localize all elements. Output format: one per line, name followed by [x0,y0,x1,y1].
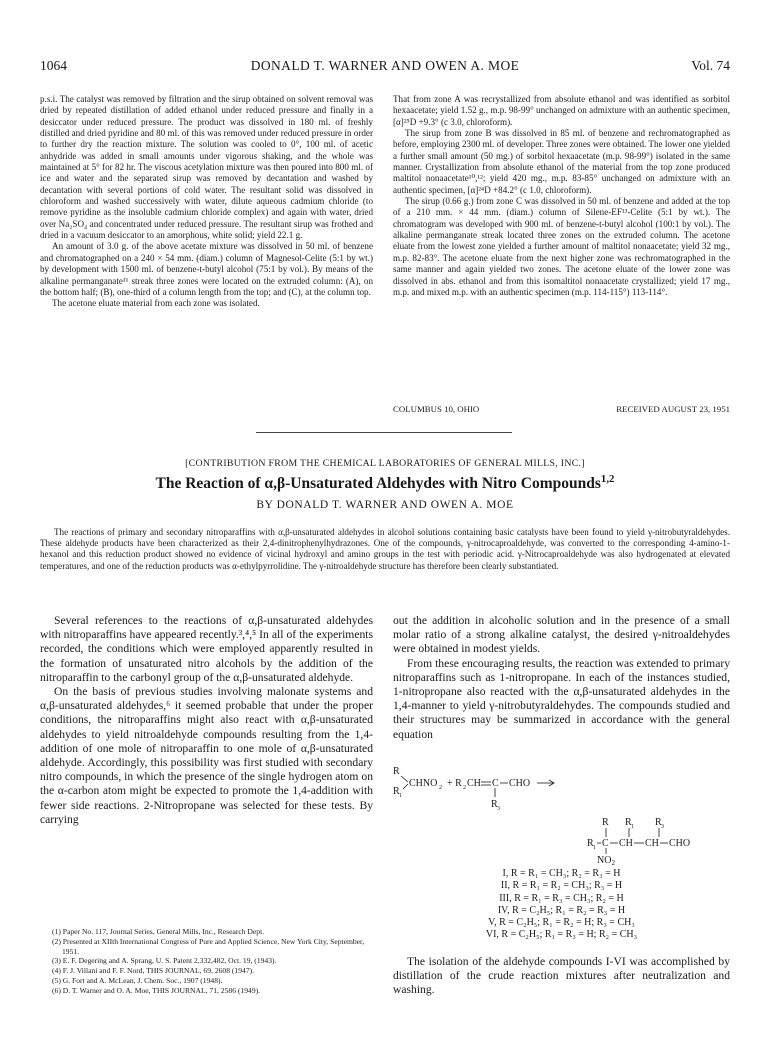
compound-row: IV, R = C₂H₅; R₁ = R₂ = R₃ = H [497,904,626,916]
compound-row: I, R = R₁ = CH₃; R₂ = R₃ = H [502,868,621,879]
paragraph: p.s.i. The catalyst was removed by filtration and the sirup obtained on solvent removal was dried by repeated distillation of added ethanol under reduced pressure and finally in a desiccator under reduced pressure. The product was dissolved in 180 ml. of freshly distilled and dried pyridine and 80 ml. of this was removed under reduced pressure in order to further dry the reaction mixture. The solution was cooled to 0°, 100 ml. of acetic anhydride was added in small amounts under vigorous shaking, and the whole was maintained at 5° for 82 hr. The viscous acetylation mixture was then poured into 800 ml. of ice and water and the separated sirup was removed by decantation and washed by decantation with several portions of cold water. The resultant solid was dissolved in chloroform and washed successively with water, dilute aqueous cadmium chloride (to remove pyridine as the insoluble cadmium chloride complex) and again with water, dried over Na₂SO₄ and concentrated under reduced pressure. The resultant sirup was frothed and dried in a vacuum desiccator to an amorphous, white solid; yield 22.1 g. [40,94,373,241]
svg-text:R: R [491,799,498,810]
svg-text:2: 2 [439,785,442,791]
paragraph: out the addition in alcoholic solution and in the presence of a small molar ratio of a strong alkaline catalyst, the desired γ-nitroaldehydes were obtained in modest yields. [393,614,730,656]
svg-text:C: C [602,838,609,849]
compound-row: VI, R = C₂H₅; R₁ = R₃ = H; R₂ = CH₃ [485,929,638,941]
article-title [40,473,730,493]
location: COLUMBUS 10, OHIO [393,404,480,414]
general-equation [393,764,730,854]
svg-text:R: R [393,786,400,797]
reaction-scheme [393,764,730,854]
svg-text:1: 1 [631,824,634,830]
paragraph: That from zone A was recrystallized from absolute ethanol and was identified as sorbitol hexaacetate; yield 1.52 g., m.p. 98-99° unchanged on admixture with an authentic specimen, [α]²⁵D +9.3° (c 3.0, chloroform). [393,94,730,127]
svg-text:3: 3 [497,806,500,812]
compound-row: V, R = C₂H₅; R₁ = R₂ = H; R₃ = CH₃ [488,917,635,929]
svg-text:CH: CH [645,838,659,849]
running-title: DONALD T. WARNER AND OWEN A. MOE [250,58,520,73]
body-left-column [40,614,373,827]
page-number: 1064 [40,58,67,73]
svg-text:3: 3 [661,824,664,830]
svg-text:C: C [492,778,499,789]
prev-article-left-column [40,94,373,310]
paragraph: On the basis of previous studies involving malonate systems and α,β-unsaturated aldehydes,⁶ it seemed probable that under the proper conditions, the nitroparaffins might also react with α,β-unsaturated aldehydes to yield nitroaldehyde compounds resulting from the 1,4-addition of one mole of nitroparaffin to one mole of α,β-unsaturated aldehyde. Accordingly, this possibility was first studied with secondary nitro compounds, in which the presence of the single hydrogen atom on the α-carbon atom might be expected to promote the 1,4-addition with fewer side reactions. 2-Nitropropane was selected for these tests. By carrying [40,685,373,826]
footnotes [52,927,373,996]
running-header [40,58,730,76]
divider-rule [256,432,512,433]
abstract [40,527,730,572]
prev-article-right-column [393,94,730,298]
contribution-line: [CONTRIBUTION FROM THE CHEMICAL LABORATORIES OF GENERAL MILLS, INC.] [185,458,585,469]
svg-text:2: 2 [463,785,466,791]
paragraph: The acetone eluate material from each zone was isolated. [52,298,260,309]
svg-text:1: 1 [399,793,402,799]
title-footnote-refs: 1,2 [600,473,615,485]
svg-text:CH: CH [467,778,481,789]
compound-list [393,868,730,942]
received-date: RECEIVED AUGUST 23, 1951 [616,404,730,414]
paragraph: Several references to the reactions of α,β-unsaturated aldehydes with nitroparaffins have appeared recently.³,⁴,⁵ In all of the experiments recorded, the conditions which were employed apparently resulted in the formation of unsaturated nitro alcohols by the addition of the nitroparaffin to the carbonyl group of the α,β-unsaturated aldehyde. [40,614,373,684]
svg-text:R: R [587,838,594,849]
footnote: (5) G. Fort and A. McLean, J. Chem. Soc., 1907 (1948). [52,975,223,985]
paragraph: From these encouraging results, the reaction was extended to primary nitroparaffins such as 1-nitropropane. In each of the instances studied, 1-nitropropane also reacted with the α,β-unsaturated aldehydes in the 1,4-manner to yield γ-nitrobutyraldehydes. The compounds studied and their structures may be summarized in accordance with the general equation [393,656,730,741]
title-text: The Reaction of α,β-Unsaturated Aldehydes with Nitro Compounds [155,475,601,493]
paragraph: The sirup from zone B was dissolved in 85 ml. of benzene and rechromatographed as before, employing 2300 ml. of developer. Three zones were obtained. The lower one yielded a further small amount (50 mg.) of sorbitol hexaacetate (m.p. 98-99°) isolated in the same manner. Crystallization from absolute ethanol of the material from the top zone produced maltitol nonaacetate¹⁰,¹²; yield 420 mg., m.p. 83-85° unchanged on admixture with an authentic specimen, [α]²⁴D +84.2° (c 1.0, chloroform). [393,128,730,195]
svg-text:R: R [625,817,632,828]
body-right-column-end [393,955,730,998]
compound-row: III, R = R₁ = R₃ = CH₃; R₂ = H [499,892,624,904]
footnote: (1) Paper No. 117, Journal Series, General Mills, Inc., Research Dept. [52,927,265,936]
paragraph: The isolation of the aldehyde compounds I-VI was accomplished by distillation of the crude reaction mixtures after neutralization and washing. [393,955,730,997]
nitro-group-label: $NO_2$ [597,855,615,867]
svg-text:R: R [393,766,400,777]
svg-text:CH: CH [619,838,633,849]
svg-text:1: 1 [593,845,596,851]
article-authors: BY DONALD T. WARNER AND OWEN A. MOE [256,499,514,511]
paragraph: The sirup (0.66 g.) from zone C was dissolved in 50 ml. of benzene and added at the top of a 210 mm. × 44 mm. (diam.) column of Silene-EF¹³-Celite (5:1 by wt.). The chromatogram was developed with 900 ml. of benzene-t-butyl alcohol (100:1 by vol.). The alkaline permanganate streak located three zones on the extruded column. The acetone eluate from the lowest zone yielded a further amount of maltitol nonaacetate; yield 32 mg., m.p. 82-83°. The acetone eluate from the next higher zone was rechromatographed in the same manner and again yielded two zones. The acetone eluate of the lower zone was dissolved in abs. ethanol and from this isomaltitol nonaacetate crystallized; yield 17 mg., m.p. and mixed m.p. with an authentic specimen (m.p. 114-115°) 113-114°. [393,196,730,297]
svg-text:CHO: CHO [669,838,691,849]
svg-text:CHO: CHO [509,778,531,789]
body-right-column [393,614,730,742]
footnote: (6) D. T. Warner and O. A. Moe, THIS JOURNAL, 71, 2586 (1949). [52,985,261,995]
svg-text:+ R: + R [447,778,462,789]
volume-label: Vol. 74 [691,58,730,73]
footnote: (4) F. J. Villani and F. F. Nord, THIS JOURNAL, 69, 2608 (1947). [52,966,255,976]
footnote: (3) E. F. Degering and A. Sprang, U. S. Patent 2,332,482, Oct. 19, (1943). [52,956,277,966]
abstract-text: The reactions of primary and secondary nitroparaffins with α,β-unsaturated aldehydes in alcohol solutions containing basic catalysts have been found to yield γ-nitrobutyraldehydes. These aldehyde products have been characterized as their 2,4-dinitrophenylhydrazones. One of the compounds, γ-nitrocaproaldehyde, was converted to the corresponding 4-amino-1-hexanol and this reduction product showed no evidence of vicinal hydroxyl and amino groups in the test with periodic acid. γ-Nitrocaproaldehyde was also hydrogenated at elevated temperatures, and one of the reduction products was α-ethylpyrrolidine. The γ-nitroaldehyde structure has therefore been clearly substantiated. [40,527,730,571]
paragraph: An amount of 3.0 g. of the above acetate mixture was dissolved in 50 ml. of benzene and chromatographed on a 240 × 54 mm. (diam.) column of Magnesol-Celite (5:1 by wt.) by development with 1500 ml. of benzene-t-butyl alcohol (75:1 by vol.). By means of the alkaline permanganate¹¹ streak three zones were located on the extruded column: (A), on the bottom half; (B), one-third of a column length from the top; and (C), at the column top. [40,241,373,297]
svg-text:CHNO: CHNO [409,778,438,789]
footnote: (2) Presented at XIIth International Congress of Pure and Applied Science, New York City, September, 1951. [52,936,365,956]
compound-row: II, R = R₁ = R₂ = CH₃; R₃ = H [500,880,623,892]
svg-text:R: R [602,817,609,828]
svg-text:R: R [655,817,662,828]
